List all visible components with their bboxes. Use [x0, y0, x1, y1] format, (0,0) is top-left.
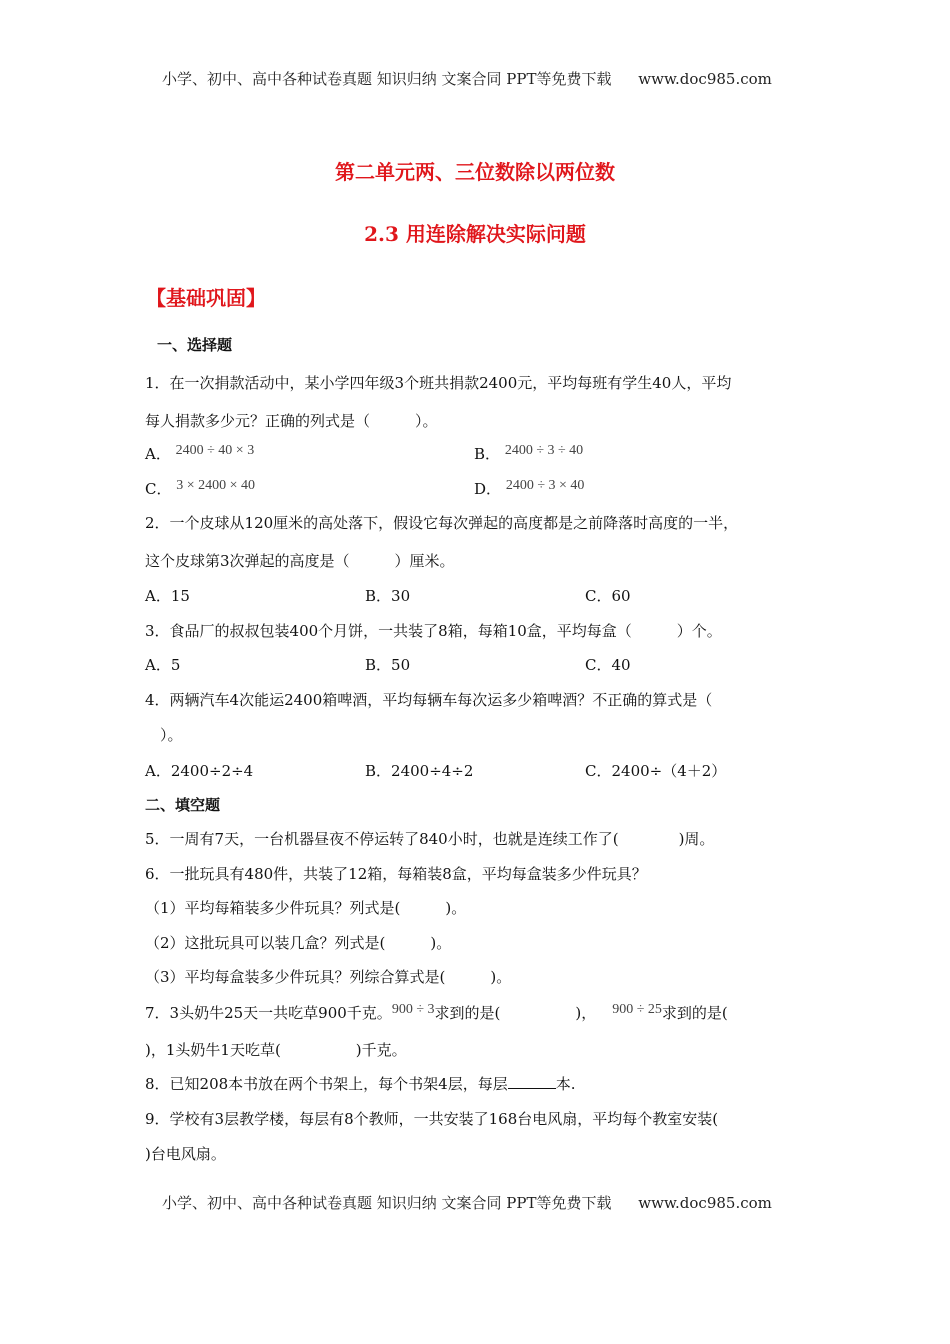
q1-b-label: B． [474, 445, 501, 463]
q1-a-expr: 2400 ÷ 40 × 3 [175, 443, 255, 458]
section-label: 【基础巩固】 [146, 286, 266, 310]
q1-b-expr: 2400 ÷ 3 ÷ 40 [504, 443, 584, 458]
part2-heading: 二、填空题 [145, 796, 221, 814]
q3-option-a[interactable]: A．5 [145, 656, 181, 674]
q8-line [145, 1073, 576, 1094]
q3-option-b[interactable]: B．50 [365, 656, 411, 674]
q7-expr1: 900 ÷ 3 [391, 1002, 435, 1017]
page-subtitle: 2.3 用连除解决实际问题 [364, 222, 586, 246]
q7-line2: )，1头奶牛1天吃草( )千克。 [145, 1041, 407, 1059]
q7-line1 [145, 1002, 728, 1023]
q6-line1: 6．一批玩具有480件，共装了12箱，每箱装8盒，平均每盒装多少件玩具？ [145, 865, 647, 883]
footer-url: www.doc985.com [638, 1194, 772, 1212]
q2-line2: 这个皮球第3次弹起的高度是（ ）厘米。 [145, 552, 455, 570]
q1-d-expr: 2400 ÷ 3 × 40 [505, 478, 585, 493]
q2-option-a[interactable]: A．15 [145, 587, 190, 605]
q6-sub2: （2）这批玩具可以装几盒？列式是( )。 [145, 934, 452, 952]
page-title: 第二单元两、三位数除以两位数 [335, 160, 615, 184]
footer-text: 小学、初中、高中各种试卷真题 知识归纳 文案合同 PPT等免费下载 [162, 1194, 612, 1212]
page-footer [162, 1192, 772, 1213]
page-header [162, 68, 772, 89]
q2-line1: 2．一个皮球从120厘米的高处落下，假设它每次弹起的高度都是之前降落时高度的一半， [145, 514, 739, 532]
q2-option-c[interactable]: C．60 [585, 587, 631, 605]
q1-line1: 1．在一次捐款活动中，某小学四年级3个班共捐款2400元，平均每班有学生40人，平均 [145, 374, 732, 392]
q1-option-d[interactable] [474, 478, 584, 499]
q1-d-label: D． [474, 480, 502, 498]
q1-option-a[interactable] [145, 443, 254, 464]
q1-option-b[interactable] [474, 443, 583, 464]
part1-heading: 一、选择题 [157, 336, 233, 354]
q6-sub1: （1）平均每箱装多少件玩具？列式是( )。 [145, 899, 467, 917]
q8-answer-blank[interactable] [508, 1074, 556, 1089]
q7-part-a: 7．3头奶牛25天一共吃草900千克。 [145, 1004, 392, 1022]
q1-c-label: C． [145, 480, 172, 498]
q4-option-b[interactable]: B．2400÷4÷2 [365, 762, 474, 780]
header-text: 小学、初中、高中各种试卷真题 知识归纳 文案合同 PPT等免费下载 [162, 70, 612, 88]
q8-after: 本. [555, 1075, 576, 1093]
q4-option-a[interactable]: A．2400÷2÷4 [145, 762, 254, 780]
q9-line2: )台电风扇。 [145, 1145, 226, 1163]
q7-expr2: 900 ÷ 25 [612, 1002, 662, 1017]
q1-line2: 每人捐款多少元？正确的列式是（ ）。 [145, 412, 438, 430]
q1-c-expr: 3 × 2400 × 40 [176, 478, 256, 493]
q4-line1: 4．两辆汽车4次能运2400箱啤酒，平均每辆车每次运多少箱啤酒？不正确的算式是（ [145, 691, 713, 709]
q3-option-c[interactable]: C．40 [585, 656, 631, 674]
q5-line: 5．一周有7天，一台机器昼夜不停运转了840小时，也就是连续工作了( )周。 [145, 830, 715, 848]
q1-option-c[interactable] [145, 478, 255, 499]
q7-part-c: 求到的是( [661, 1004, 728, 1022]
q2-option-b[interactable]: B．30 [365, 587, 411, 605]
q1-a-label: A． [145, 445, 171, 463]
q4-line2: ）。 [160, 726, 183, 744]
q6-sub3: （3）平均每盒装多少件玩具？列综合算式是( )。 [145, 968, 512, 986]
q4-option-c[interactable]: C．2400÷（4＋2） [585, 762, 727, 780]
q3-line1: 3．食品厂的叔叔包装400个月饼，一共装了8箱，每箱10盒，平均每盒（ ）个。 [145, 622, 722, 640]
q8-before: 8．已知208本书放在两个书架上，每个书架4层，每层 [145, 1075, 508, 1093]
header-url: www.doc985.com [638, 70, 772, 88]
q7-part-b: 求到的是( )， [434, 1004, 597, 1022]
q9-line1: 9．学校有3层教学楼，每层有8个教师，一共安装了168台电风扇，平均每个教室安装( [145, 1110, 719, 1128]
